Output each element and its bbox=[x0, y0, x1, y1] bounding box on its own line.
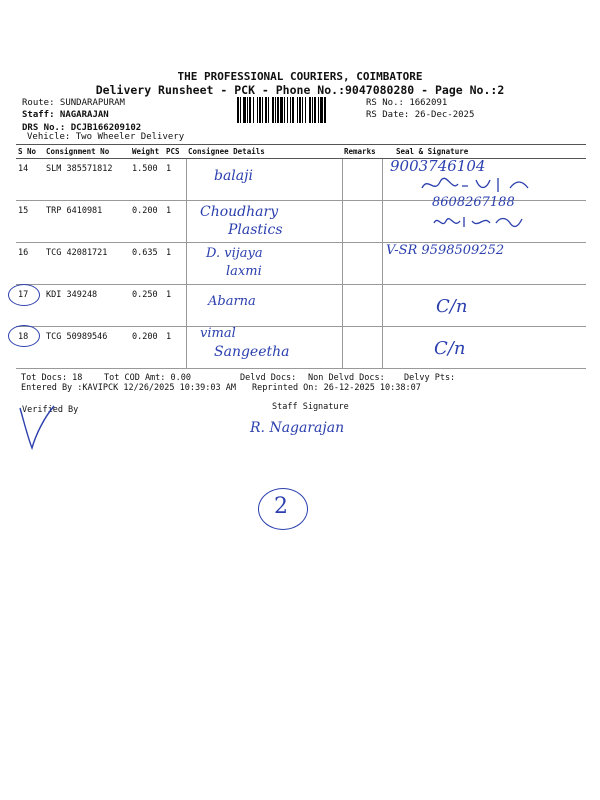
col-seal: Seal & Signature bbox=[382, 145, 586, 159]
handwritten-remark: C/n bbox=[436, 296, 468, 317]
handwritten-consignee: laxmi bbox=[226, 264, 262, 279]
verified-by-label: Verified By bbox=[22, 405, 79, 415]
handwritten-consignee: Choudhary bbox=[200, 204, 279, 220]
reprinted-on: Reprinted On: 26-12-2025 10:38:07 bbox=[252, 383, 421, 393]
handwritten-consignee: Abarna bbox=[208, 294, 256, 309]
handwritten-consignee: Sangeetha bbox=[214, 344, 290, 360]
cell-pcs: 1 bbox=[164, 285, 186, 327]
handwritten-consignee: vimal bbox=[200, 326, 236, 341]
handwritten-consignee: Plastics bbox=[228, 222, 283, 238]
delivered-docs: Delvd Docs: bbox=[240, 373, 297, 383]
col-weight: Weight bbox=[130, 145, 164, 159]
table-row bbox=[16, 285, 586, 327]
route: Route: SUNDARAPURAM bbox=[22, 98, 125, 108]
non-delivered-docs: Non Delvd Docs: bbox=[308, 373, 385, 383]
page-number-mark: 2 bbox=[274, 494, 288, 519]
cell-sno: 18 bbox=[16, 327, 44, 369]
company-title: THE PROFESSIONAL COURIERS, COIMBATORE bbox=[177, 70, 423, 83]
total-cod-amount: Tot COD Amt: 0.00 bbox=[104, 373, 191, 383]
tick-mark bbox=[18, 404, 58, 454]
cell-weight: 0.635 bbox=[130, 243, 164, 285]
staff-signature: R. Nagarajan bbox=[250, 420, 345, 436]
cell-sno: 17 bbox=[16, 285, 44, 327]
runsheet-subtitle: Delivery Runsheet - PCK - Phone No.:9047080280 - Page No.:2 bbox=[95, 83, 505, 97]
cell-sno: 15 bbox=[16, 201, 44, 243]
col-consignment: Consignment No bbox=[44, 145, 130, 159]
total-docs: Tot Docs: 18 bbox=[21, 373, 83, 383]
row-circle-mark bbox=[8, 284, 40, 306]
staff-signature-label: Staff Signature bbox=[272, 402, 349, 412]
rs-date: RS Date: 26-Dec-2025 bbox=[366, 110, 475, 120]
cell-consignee bbox=[186, 159, 342, 201]
cell-consignment: TRP 6410981 bbox=[44, 201, 130, 243]
barcode bbox=[237, 97, 363, 123]
cell-pcs: 1 bbox=[164, 243, 186, 285]
col-sno: S No bbox=[16, 145, 44, 159]
rs-number: RS No.: 1662091 bbox=[366, 98, 448, 108]
cell-consignment: TCG 42081721 bbox=[44, 243, 130, 285]
cell-remarks bbox=[342, 243, 382, 285]
handwritten-phone: 8608267188 bbox=[432, 195, 515, 210]
cell-weight: 1.500 bbox=[130, 159, 164, 201]
cell-remarks bbox=[342, 201, 382, 243]
entered-by: Entered By :KAVIPCK 12/26/2025 10:39:03 AM bbox=[21, 383, 236, 393]
handwritten-remark: C/n bbox=[434, 338, 466, 359]
cell-remarks bbox=[342, 327, 382, 369]
cell-remarks bbox=[342, 285, 382, 327]
col-consignee: Consignee Details bbox=[186, 145, 342, 159]
cell-seal bbox=[382, 285, 586, 327]
handwritten-consignee: balaji bbox=[214, 168, 253, 184]
handwritten-consignee: D. vijaya bbox=[206, 246, 263, 261]
cell-weight: 0.250 bbox=[130, 285, 164, 327]
cell-pcs: 1 bbox=[164, 159, 186, 201]
cell-sno: 14 bbox=[16, 159, 44, 201]
table-row bbox=[16, 327, 586, 369]
table-header-row bbox=[16, 145, 586, 159]
row-circle-mark bbox=[8, 325, 40, 347]
delivery-points: Delvy Pts: bbox=[404, 373, 456, 383]
cell-pcs: 1 bbox=[164, 201, 186, 243]
staff: Staff: NAGARAJAN bbox=[22, 110, 109, 120]
col-pcs: PCS bbox=[164, 145, 186, 159]
cell-consignment: SLM 385571812 bbox=[44, 159, 130, 201]
cell-consignment: TCG 50989546 bbox=[44, 327, 130, 369]
handwritten-phone: V-SR 9598509252 bbox=[386, 243, 505, 258]
cell-pcs: 1 bbox=[164, 327, 186, 369]
cell-sno: 16 bbox=[16, 243, 44, 285]
handwritten-phone: 9003746104 bbox=[390, 157, 486, 175]
col-remarks: Remarks bbox=[342, 145, 382, 159]
cell-weight: 0.200 bbox=[130, 327, 164, 369]
signature-scribble bbox=[418, 174, 538, 196]
drs-number: DRS No.: DCJB166209102 bbox=[22, 123, 142, 133]
cell-remarks bbox=[342, 159, 382, 201]
vehicle: Vehicle: Two Wheeler Delivery bbox=[27, 132, 185, 142]
cell-weight: 0.200 bbox=[130, 201, 164, 243]
cell-seal bbox=[382, 327, 586, 369]
signature-scribble bbox=[430, 211, 540, 231]
cell-consignment: KDI 349248 bbox=[44, 285, 130, 327]
